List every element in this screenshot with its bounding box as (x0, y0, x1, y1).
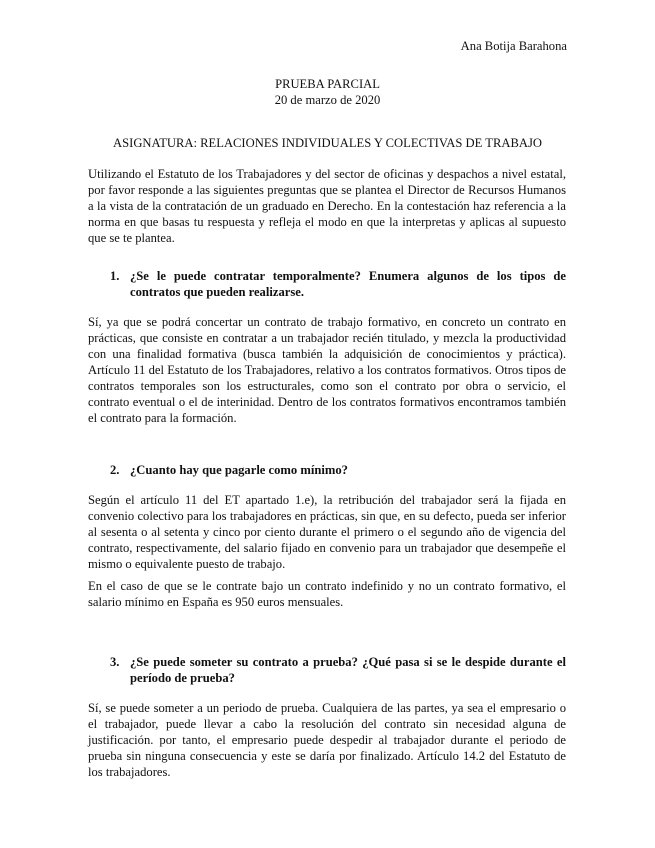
question-3 (110, 654, 566, 686)
exam-date: 20 de marzo de 2020 (274, 93, 381, 107)
question-number: 1. (110, 269, 120, 283)
question-text: ¿Se le puede contratar temporalmente? Enumera algunos de los tipos de contratos que pueden realizarse. (130, 269, 566, 299)
exam-title: PRUEBA PARCIAL (275, 77, 380, 91)
question-number: 2. (110, 463, 120, 477)
answer-paragraph: Sí, se puede someter a un periodo de prueba. Cualquiera de las partes, ya sea el empresario o el trabajador, puede llevar a cabo la resolución del contrato sin necesidad alguna de justificación. por tanto, el empresario puede despedir al trabajador durante el periodo de prueba sin ninguna consecuencia y este se daría por finalizado. Artículo 14.2 del Estatuto de los trabajadores. (88, 701, 566, 779)
question-number: 3. (110, 655, 120, 669)
answer-paragraph: En el caso de que se le contrate bajo un contrato indefinido y no un contrato formativo, el salario mínimo en España es 950 euros mensuales. (88, 579, 566, 609)
question-1 (110, 268, 566, 300)
subject-heading: ASIGNATURA: RELACIONES INDIVIDUALES Y COLECTIVAS DE TRABAJO (113, 136, 542, 150)
intro-paragraph: Utilizando el Estatuto de los Trabajadores y del sector de oficinas y despachos a nivel estatal, por favor responde a las siguientes preguntas que se plantea el Director de Recursos Humanos a la vista de la contratación de un graduado en Derecho. En la contestación haz referencia a la norma en que basas tu respuesta y refleja el modo en que la interpretas y aplicas al supuesto que se te plantea. (88, 167, 566, 245)
answer-paragraph: Sí, ya que se podrá concertar un contrato de trabajo formativo, en concreto un contrato en prácticas, que consiste en contratar a un trabajador recién titulado, y mezcla la productividad con una finalidad formativa (busca también la adquisición de conocimientos y práctica). Artículo 11 del Estatuto de los Trabajadores, relativo a los contratos formativos. Otros tipos de contratos temporales son los estructurales, como son el contrato por obra o servicio, el contrato eventual o el de interinidad. Dentro de los contratos formativos encontramos también el contrato para la formación. (88, 315, 566, 425)
author-name: Ana Botija Barahona (460, 39, 567, 53)
exam-header (0, 76, 655, 108)
question-2 (110, 462, 566, 478)
answer-paragraph: Según el artículo 11 del ET apartado 1.e), la retribución del trabajador será la fijada en convenio colectivo para los trabajadores en prácticas, sin que, en su defecto, pueda ser inferior al sesenta o al setenta y cinco por ciento durante el primero o el segundo año de vigencia del contrato, respectivamente, del salario fijado en convenio para un trabajador que desempeñe el mismo o equivalente puesto de trabajo. (88, 493, 566, 571)
question-text: ¿Cuanto hay que pagarle como mínimo? (130, 463, 348, 477)
question-text: ¿Se puede someter su contrato a prueba? ¿Qué pasa si se le despide durante el período de prueba? (130, 655, 566, 685)
